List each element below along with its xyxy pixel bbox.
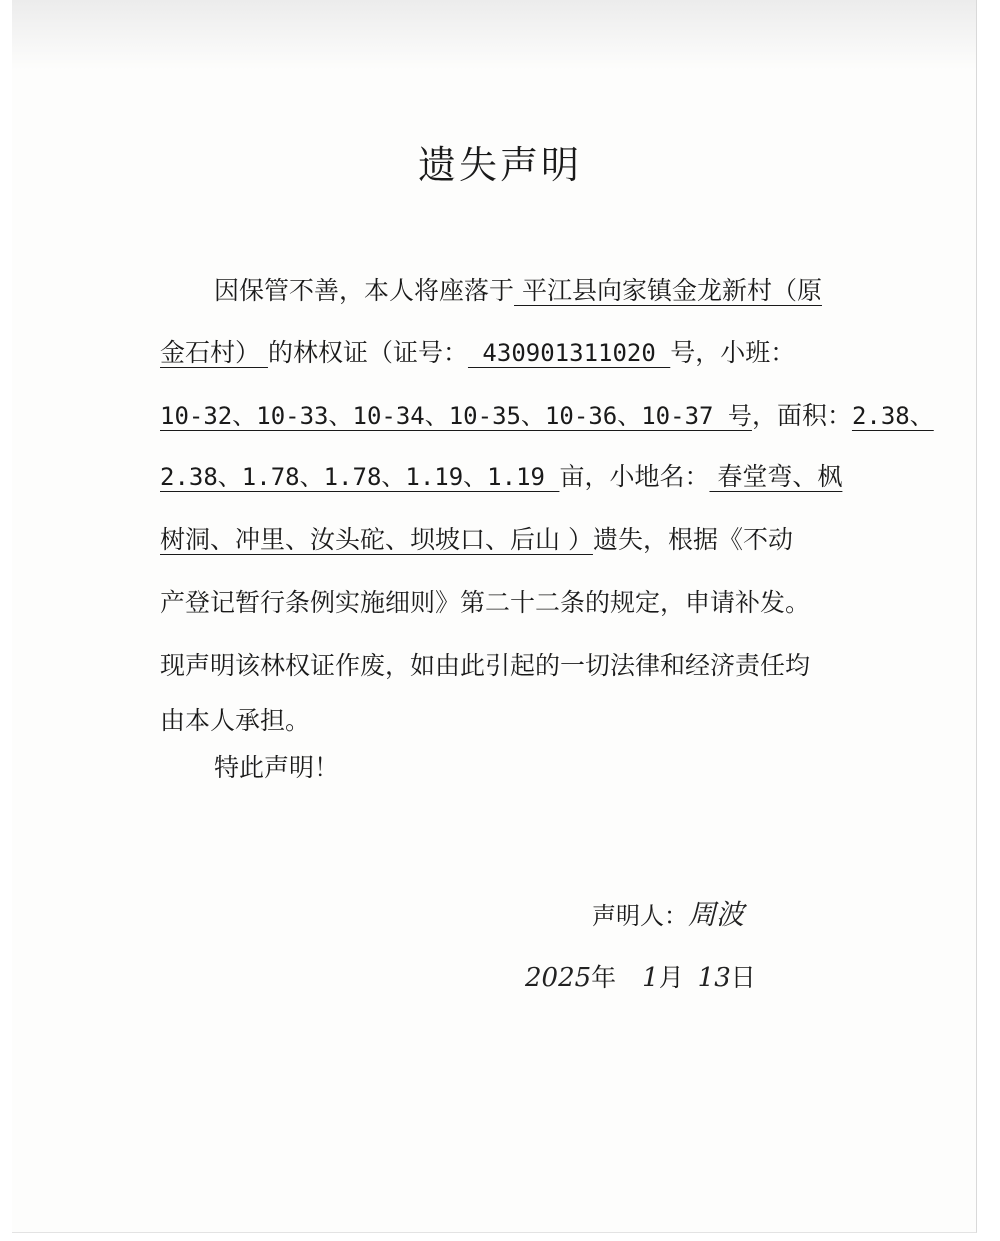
date-day: 13: [697, 963, 731, 993]
location-field: 平江县向家镇金龙新村（原: [514, 276, 822, 305]
cert-number-field: 430901311020: [467, 339, 671, 367]
place-name-field: 春堂弯、枫: [709, 462, 843, 491]
paragraph-line-3: [160, 401, 934, 431]
text-cert: 的林权证（证号：: [267, 338, 468, 367]
area-field-cont: 2.38、1.78、1.78、1.19、1.19: [160, 463, 560, 491]
area-field: 2.38、: [851, 402, 934, 430]
page-title: 遗失声明: [417, 143, 582, 187]
paragraph-line-1: [214, 276, 822, 306]
handwritten-name: 周波: [688, 898, 745, 931]
date-year: 2025: [525, 963, 592, 993]
subcompartment-field: 10-32、10-33、10-34、10-35、10-36、10-37 号: [160, 402, 752, 430]
closing-line: 特此声明！: [214, 753, 340, 782]
location-field-cont: 金石村）: [160, 338, 268, 367]
place-name-field-cont: 树洞、冲里、汝头砣、坝坡口、后山 ）: [160, 525, 593, 554]
month-label: 月: [658, 963, 684, 992]
text-area: ，面积：: [751, 401, 852, 430]
text-lost: 遗失，根据《不动: [592, 525, 793, 554]
paragraph-line-8: 由本人承担。: [160, 706, 311, 735]
year-label: 年: [591, 963, 617, 992]
text-subcompartment: 号，小班：: [670, 338, 796, 367]
text-intro: 因保管不善，本人将座落于: [214, 276, 515, 305]
paragraph-line-5: [160, 525, 793, 555]
signature-date: [525, 958, 756, 994]
declarant-signature: [592, 900, 744, 931]
paragraph-line-6: 产登记暂行条例实施细则》第二十二条的规定，申请补发。: [160, 588, 811, 617]
text-place-name: 亩，小地名：: [559, 462, 710, 491]
day-label: 日: [730, 963, 756, 992]
scan-shadow: [12, 0, 976, 70]
date-month: 1: [642, 963, 659, 993]
paragraph-line-2: [160, 338, 795, 368]
declarant-label: 声明人：: [592, 902, 688, 930]
paragraph-line-7: 现声明该林权证作废，如由此引起的一切法律和经济责任均: [160, 651, 811, 680]
paragraph-line-4: [160, 462, 842, 492]
